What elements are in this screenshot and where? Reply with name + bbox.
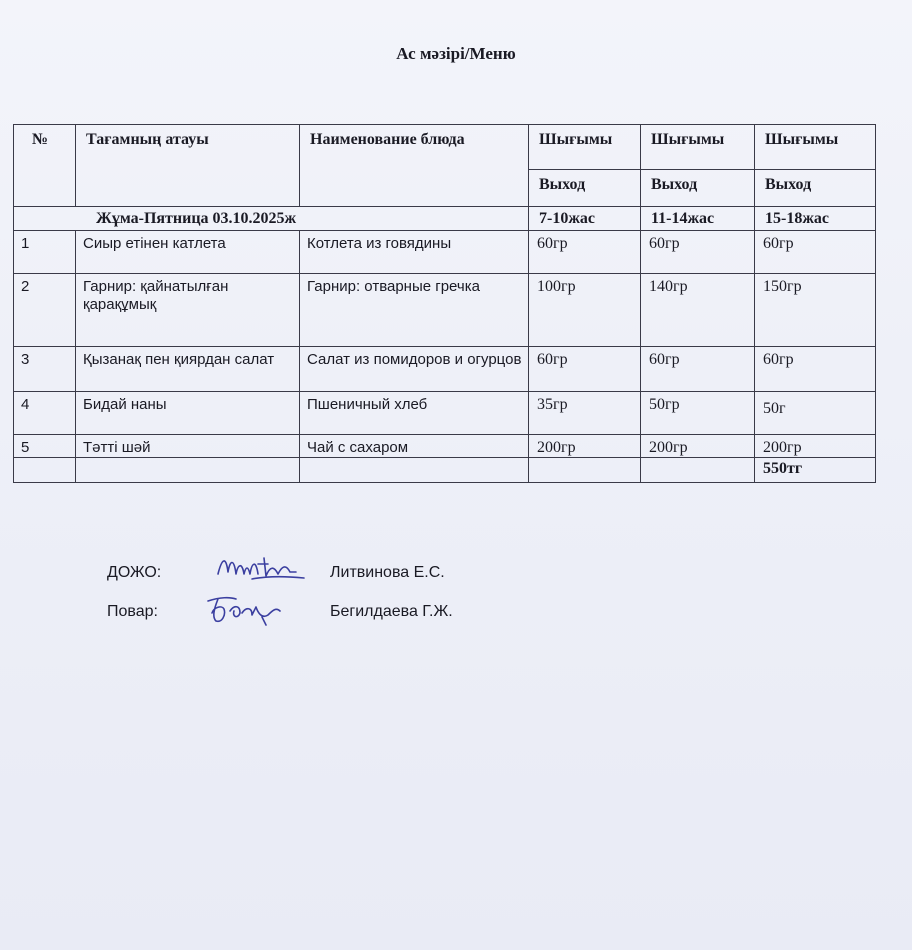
empty-cell	[14, 458, 76, 483]
dish-name-ru: Гарнир: отварные гречка	[300, 274, 529, 347]
dish-name-ru: Пшеничный хлеб	[300, 392, 529, 435]
portion-11-14: 200гр	[641, 435, 755, 458]
menu-table	[13, 124, 876, 483]
portion-7-10: 100гр	[529, 274, 641, 347]
row-num: 2	[14, 274, 76, 347]
portion-7-10: 60гр	[529, 347, 641, 392]
signature-director	[0, 564, 912, 588]
header-output-ru-3: Выход	[755, 170, 876, 207]
dish-name-kz: Сиыр етінен катлета	[76, 231, 300, 274]
portion-15-18: 60гр	[755, 231, 876, 274]
portion-11-14: 60гр	[641, 231, 755, 274]
header-output-kz-3: Шығымы	[755, 125, 876, 170]
portion-7-10: 60гр	[529, 231, 641, 274]
header-output-kz-1: Шығымы	[529, 125, 641, 170]
cook-signature-icon	[200, 589, 290, 629]
portion-11-14: 50гр	[641, 392, 755, 435]
row-num: 5	[14, 435, 76, 458]
header-output-kz-2: Шығымы	[641, 125, 755, 170]
portion-15-18: 200гр	[755, 435, 876, 458]
dish-name-kz: Тәтті шәй	[76, 435, 300, 458]
portion-15-18: 50г	[755, 392, 876, 435]
dish-name-kz: Қызанақ пен қиярдан салат	[76, 347, 300, 392]
empty-cell	[641, 458, 755, 483]
portion-15-18: 150гр	[755, 274, 876, 347]
day-row	[14, 207, 876, 231]
table-row	[14, 435, 876, 458]
row-num: 4	[14, 392, 76, 435]
dish-name-ru: Салат из помидоров и огурцов	[300, 347, 529, 392]
signature-cook	[0, 603, 912, 627]
total-row	[14, 458, 876, 483]
day-label: Жұма-Пятница 03.10.2025ж	[14, 207, 529, 231]
header-output-ru-2: Выход	[641, 170, 755, 207]
director-signature-icon	[212, 552, 312, 588]
age-group-1: 7-10жас	[529, 207, 641, 231]
portion-11-14: 140гр	[641, 274, 755, 347]
dish-name-kz: Бидай наны	[76, 392, 300, 435]
empty-cell	[76, 458, 300, 483]
table-row	[14, 347, 876, 392]
table-row	[14, 392, 876, 435]
table-header-row	[14, 125, 876, 170]
header-name-kz: Тағамның атауы	[76, 125, 300, 207]
cook-label: Повар:	[107, 603, 158, 620]
director-name: Литвинова Е.С.	[330, 564, 445, 581]
portion-15-18: 60гр	[755, 347, 876, 392]
table-row	[14, 231, 876, 274]
age-group-3: 15-18жас	[755, 207, 876, 231]
page-title: Ас мәзірі/Меню	[396, 44, 516, 63]
dish-name-kz: Гарнир: қайнатылған қарақұмық	[76, 274, 300, 347]
total-price: 550тг	[755, 458, 876, 483]
table-row	[14, 274, 876, 347]
director-label: ДОЖО:	[107, 564, 162, 581]
row-num: 3	[14, 347, 76, 392]
dish-name-ru: Чай с сахаром	[300, 435, 529, 458]
portion-7-10: 200гр	[529, 435, 641, 458]
row-num: 1	[14, 231, 76, 274]
header-num: №	[14, 125, 76, 207]
empty-cell	[300, 458, 529, 483]
header-name-ru: Наименование блюда	[300, 125, 529, 207]
header-output-ru-1: Выход	[529, 170, 641, 207]
dish-name-ru: Котлета из говядины	[300, 231, 529, 274]
age-group-2: 11-14жас	[641, 207, 755, 231]
empty-cell	[529, 458, 641, 483]
portion-7-10: 35гр	[529, 392, 641, 435]
cook-name: Бегилдаева Г.Ж.	[330, 603, 453, 620]
portion-11-14: 60гр	[641, 347, 755, 392]
